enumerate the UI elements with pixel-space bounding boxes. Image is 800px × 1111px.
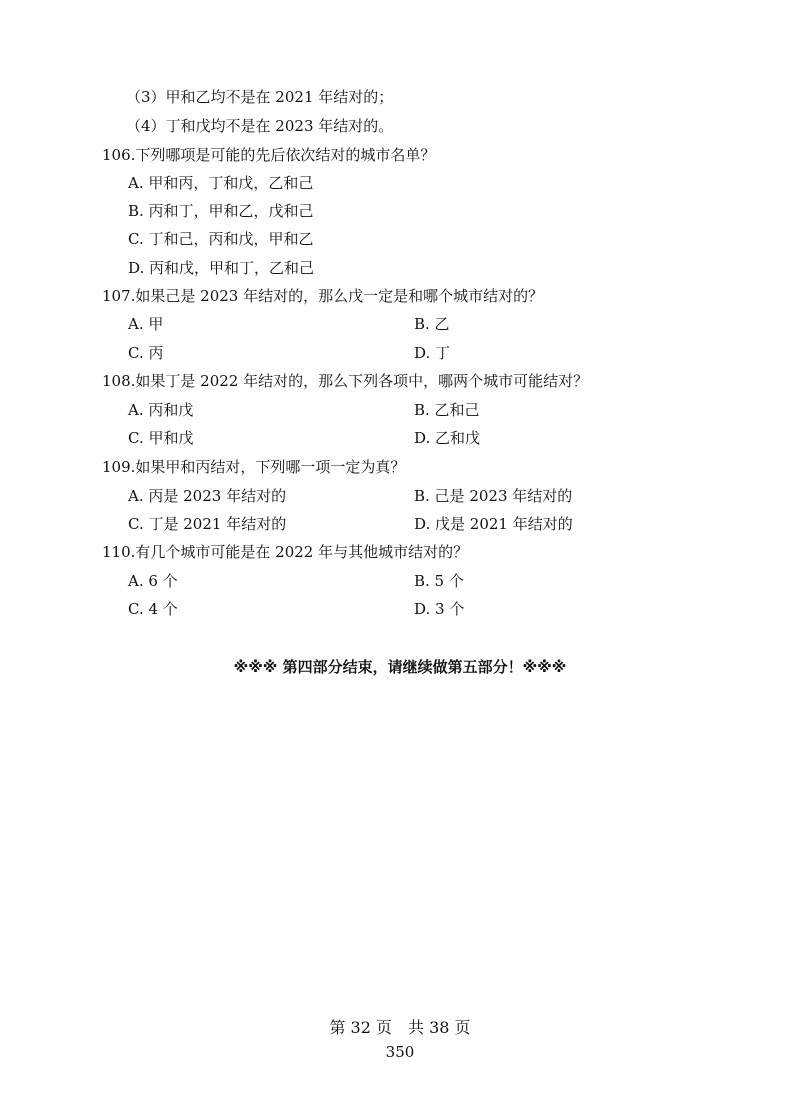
question-110-option-a: A. 6 个 xyxy=(128,572,178,590)
question-108-option-a: A. 丙和戊 xyxy=(128,401,194,419)
question-106-option-c: C. 丁和己，丙和戊，甲和乙 xyxy=(128,230,314,248)
question-107-option-c: C. 丙 xyxy=(128,344,164,362)
question-106-option-a: A. 甲和丙，丁和戊，乙和己 xyxy=(128,174,314,192)
question-107-stem: 107.如果己是 2023 年结对的，那么戊一定是和哪个城市结对的？ xyxy=(102,287,544,305)
question-107-option-a: A. 甲 xyxy=(128,315,164,333)
question-106-option-b: B. 丙和丁，甲和乙，戊和己 xyxy=(128,202,314,220)
question-110-option-b: B. 5 个 xyxy=(414,572,464,590)
question-106-option-d: D. 丙和戊，甲和丁，乙和己 xyxy=(128,259,315,277)
question-106-stem: 106.下列哪项是可能的先后依次结对的城市名单？ xyxy=(102,146,436,164)
page-number: 350 xyxy=(385,1043,415,1061)
question-110-option-c: C. 4 个 xyxy=(128,600,178,618)
question-108-option-b: B. 乙和己 xyxy=(414,401,480,419)
question-109-option-c: C. 丁是 2021 年结对的 xyxy=(128,515,287,533)
question-107-option-d: D. 丁 xyxy=(414,344,451,362)
page-label: 第 32 页 共 38 页 xyxy=(329,1018,471,1037)
question-108-option-c: C. 甲和戊 xyxy=(128,429,194,447)
question-110-option-d: D. 3 个 xyxy=(414,600,465,618)
question-109-option-d: D. 戊是 2021 年结对的 xyxy=(414,515,573,533)
question-110-stem: 110.有几个城市可能是在 2022 年与其他城市结对的？ xyxy=(102,543,469,561)
section-end-note: ※※※ 第四部分结束，请继续做第五部分！※※※ xyxy=(233,658,567,676)
condition-3: （3）甲和乙均不是在 2021 年结对的； xyxy=(126,88,394,106)
question-108-stem: 108.如果丁是 2022 年结对的，那么下列各项中，哪两个城市可能结对？ xyxy=(102,372,589,390)
question-109-option-a: A. 丙是 2023 年结对的 xyxy=(128,487,287,505)
question-107-option-b: B. 乙 xyxy=(414,315,450,333)
question-109-option-b: B. 己是 2023 年结对的 xyxy=(414,487,573,505)
condition-4: （4）丁和戊均不是在 2023 年结对的。 xyxy=(126,117,394,135)
question-108-option-d: D. 乙和戊 xyxy=(414,429,481,447)
question-109-stem: 109.如果甲和丙结对，下列哪一项一定为真？ xyxy=(102,458,406,476)
